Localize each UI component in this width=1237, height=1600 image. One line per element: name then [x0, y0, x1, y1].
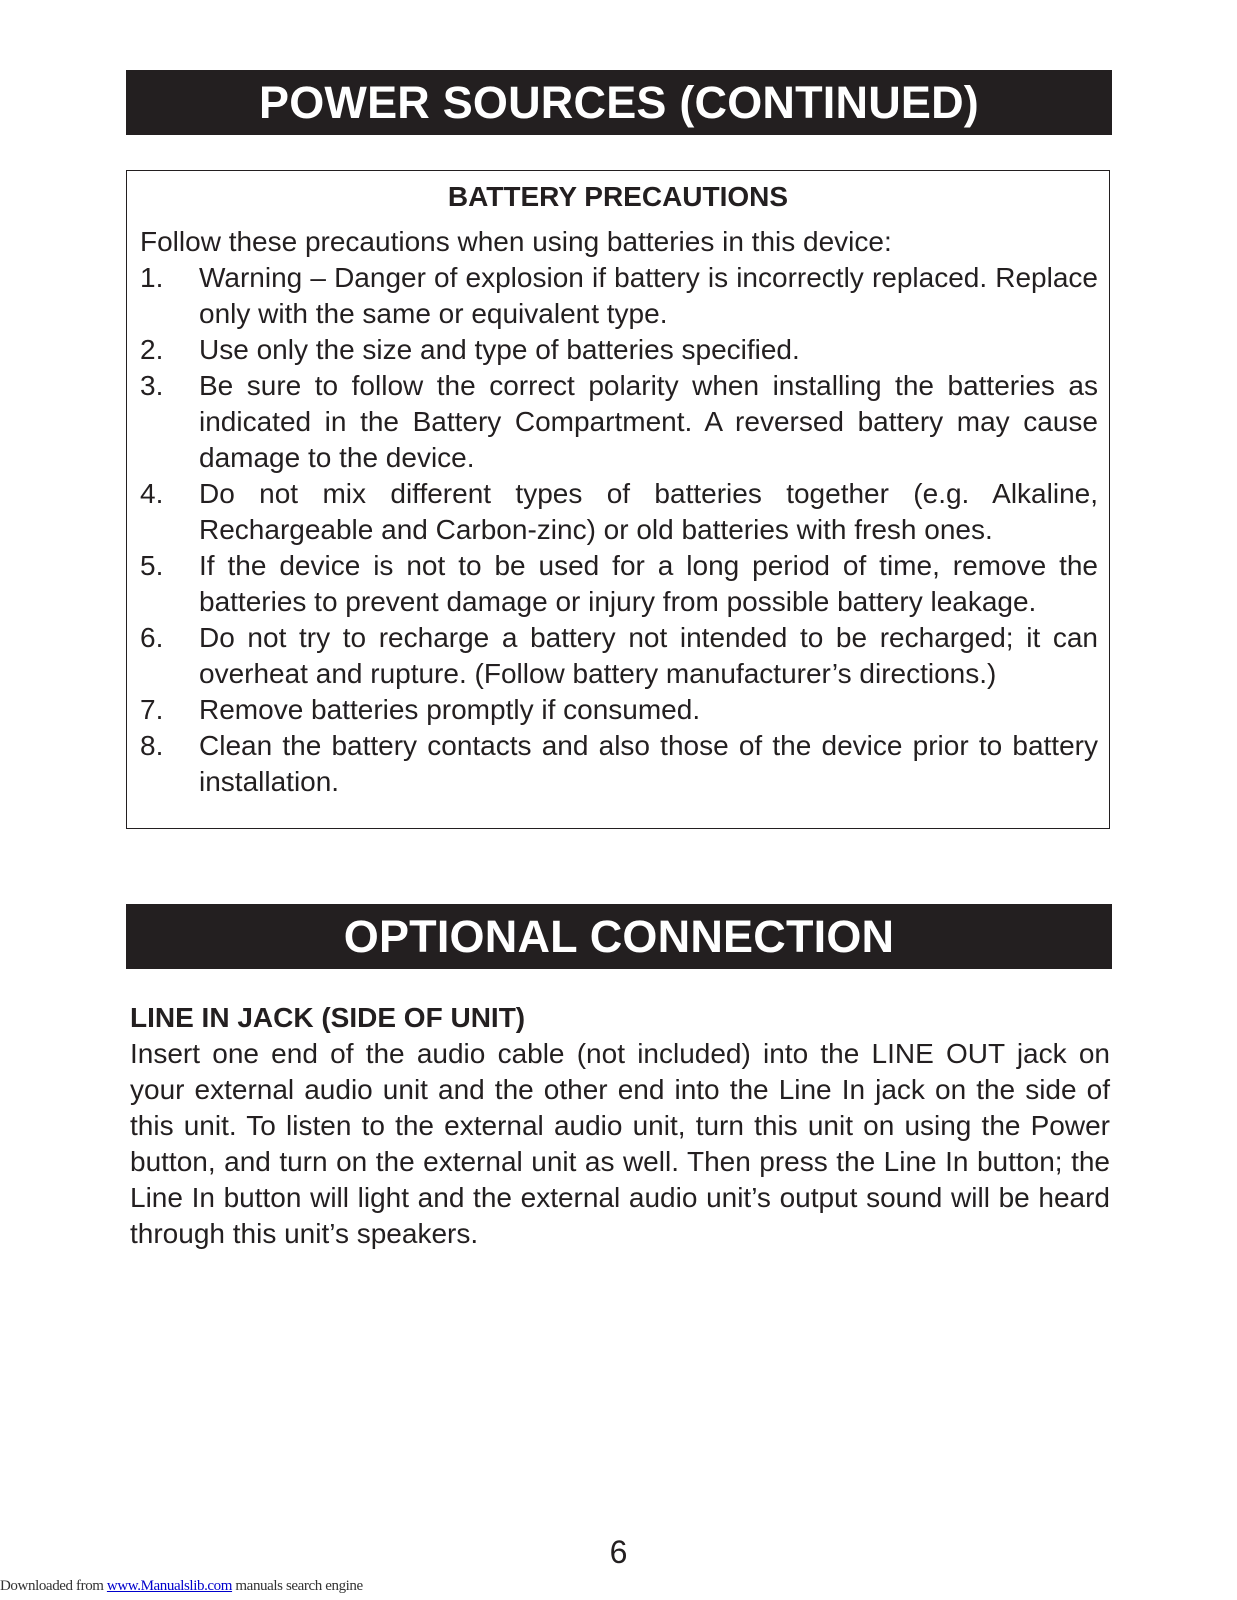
- precaution-item: [140, 728, 1098, 800]
- precaution-text: Clean the battery contacts and also those of the device prior to battery installation.: [199, 730, 1098, 797]
- precaution-number: 7.: [140, 694, 164, 725]
- precaution-text: Do not try to recharge a battery not intended to be recharged; it can overheat and rupture. (Follow battery manufacturer’s directions.): [199, 622, 1098, 689]
- line-in-jack-body: Insert one end of the audio cable (not included) into the LINE OUT jack on your external audio unit and the other end into the Line In jack on the side of this unit. To listen to the external audio unit, turn this unit on using the Power button, and turn on the external unit as well. Then press the Line In button; the Line In button will light and the external audio unit’s output sound will be heard through this unit’s speakers.: [130, 1038, 1110, 1249]
- precaution-number: 3.: [140, 370, 164, 401]
- precaution-item: [140, 368, 1098, 476]
- precaution-number: 4.: [140, 478, 164, 509]
- battery-precautions-box: [126, 170, 1110, 829]
- section-banner-optional-connection: OPTIONAL CONNECTION: [126, 904, 1112, 969]
- precaution-text: If the device is not to be used for a long period of time, remove the batteries to prevent damage or injury from possible battery leakage.: [199, 550, 1098, 617]
- line-in-jack-heading: LINE IN JACK (SIDE OF UNIT): [130, 1002, 526, 1033]
- battery-precautions-list: [140, 260, 1098, 800]
- precaution-number: 6.: [140, 622, 164, 653]
- precaution-item: [140, 548, 1098, 620]
- precaution-text: Use only the size and type of batteries specified.: [199, 334, 800, 365]
- footer-prefix: Downloaded from: [0, 1578, 107, 1594]
- precaution-item: [140, 332, 1098, 368]
- precaution-number: 8.: [140, 730, 164, 761]
- precaution-item: [140, 476, 1098, 548]
- precaution-text: Be sure to follow the correct polarity when installing the batteries as indicated in the Battery Compartment. A reversed battery may cause damage to the device.: [199, 370, 1098, 473]
- precaution-number: 1.: [140, 262, 164, 293]
- battery-precautions-title: BATTERY PRECAUTIONS: [447, 181, 789, 212]
- precaution-text: Warning – Danger of explosion if battery is incorrectly replaced. Replace only with the same or equivalent type.: [199, 262, 1098, 329]
- battery-precautions-intro: Follow these precautions when using batteries in this device:: [140, 226, 892, 257]
- precaution-item: [140, 620, 1098, 692]
- download-footer: [0, 1576, 363, 1596]
- precaution-item: [140, 692, 1098, 728]
- precaution-number: 5.: [140, 550, 164, 581]
- precaution-number: 2.: [140, 334, 164, 365]
- precaution-item: [140, 260, 1098, 332]
- precaution-text: Remove batteries promptly if consumed.: [199, 694, 701, 725]
- footer-suffix: manuals search engine: [232, 1578, 363, 1594]
- section-banner-power-sources: POWER SOURCES (CONTINUED): [126, 70, 1112, 135]
- page-number: 6: [609, 1534, 628, 1570]
- precaution-text: Do not mix different types of batteries together (e.g. Alkaline, Rechargeable and Carbon-zinc) or old batteries with fresh ones.: [199, 478, 1098, 545]
- manualslib-link[interactable]: www.Manualslib.com: [106, 1578, 233, 1594]
